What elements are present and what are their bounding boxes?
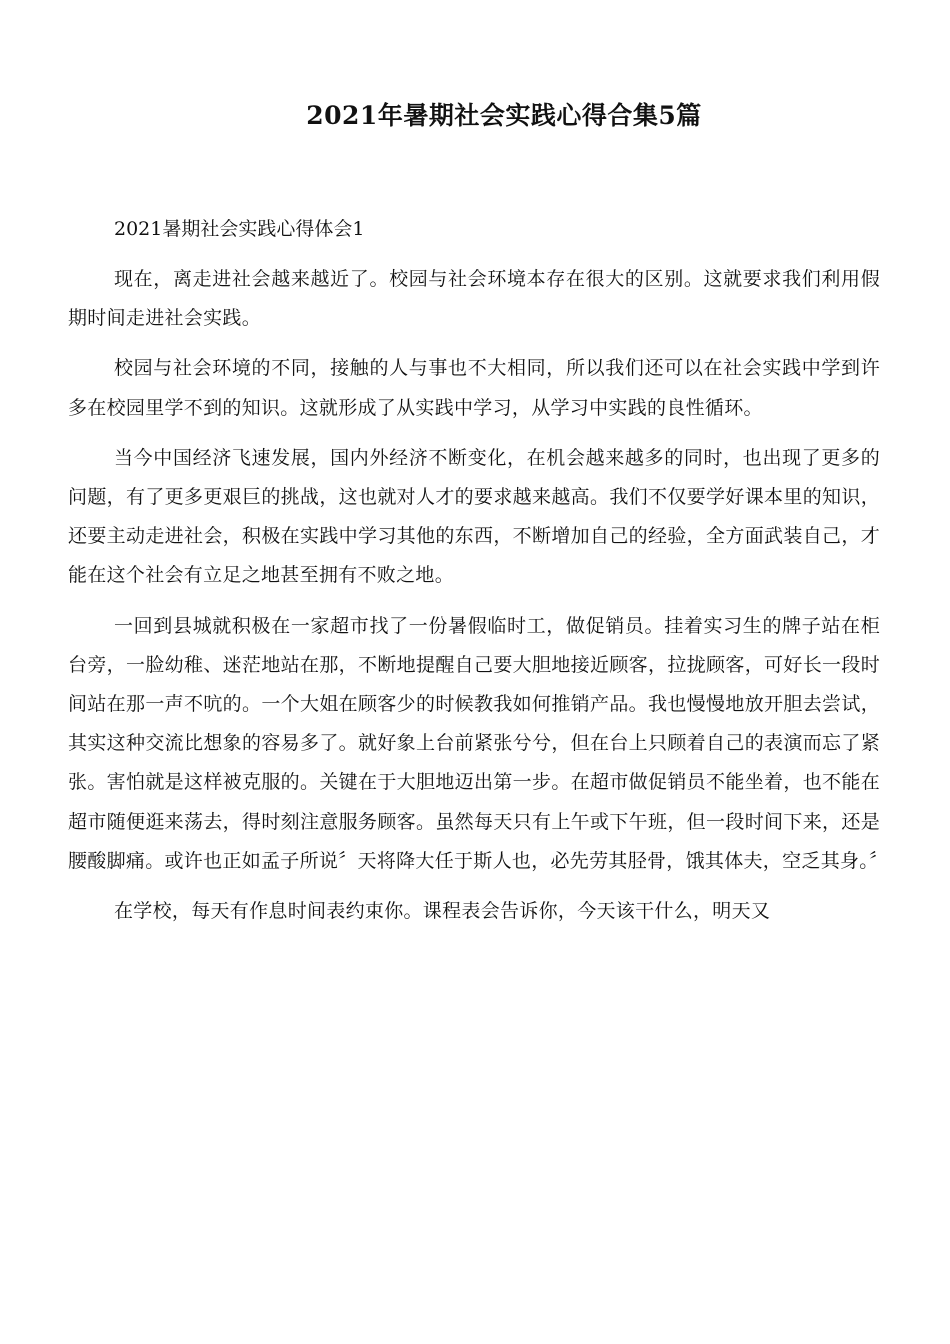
section-heading: 2021暑期社会实践心得体会1 — [114, 218, 365, 240]
document-title: 2021年暑期社会实践心得合集5篇 — [306, 101, 702, 130]
paragraph: 现在，离走进社会越来越近了。校园与社会环境本存在很大的区别。这就要求我们利用假期时间走进社会实践。 — [68, 268, 880, 330]
paragraph: 当今中国经济飞速发展，国内外经济不断变化，在机会越来越多的同时，也出现了更多的问题，有了更多更艰巨的挑战，这也就对人才的要求越来越高。我们不仅要学好课本里的知识，还要主动走进社会，积极在实践中学习其他的东西，不断增加自己的经验，全方面武装自己，才能在这个社会有立足之地甚至拥有不败之地。 — [68, 446, 880, 587]
paragraph: 在学校，每天有作息时间表约束你。课程表会告诉你，今天该干什么，明天又 — [114, 900, 771, 923]
document-body — [68, 210, 889, 942]
paragraph: 一回到县城就积极在一家超市找了一份暑假临时工，做促销员。挂着实习生的牌子站在柜台旁，一脸幼稚、迷茫地站在那，不断地提醒自己要大胆地接近顾客，拉拢顾客，可好长一段时间站在那一声不吭的。一个大姐在顾客少的时候教我如何推销产品。我也慢慢地放开胆去尝试，其实这种交流比想象的容易多了。就好象上台前紧张兮兮，但在台上只顾着自己的表演而忘了紧张。害怕就是这样被克服的。关键在于大胆地迈出第一步。在超市做促销员不能坐着，也不能在超市随便逛来荡去，得时刻注意服务顾客。虽然每天只有上午或下午班，但一段时间下来，还是腰酸脚痛。或许也正如孟子所说〞天将降大任于斯人也，必先劳其胫骨，饿其体夫，空乏其身。〞 — [68, 614, 889, 872]
paragraph: 校园与社会环境的不同，接触的人与事也不大相同，所以我们还可以在社会实践中学到许多在校园里学不到的知识。这就形成了从实践中学习，从学习中实践的良性循环。 — [68, 357, 880, 419]
